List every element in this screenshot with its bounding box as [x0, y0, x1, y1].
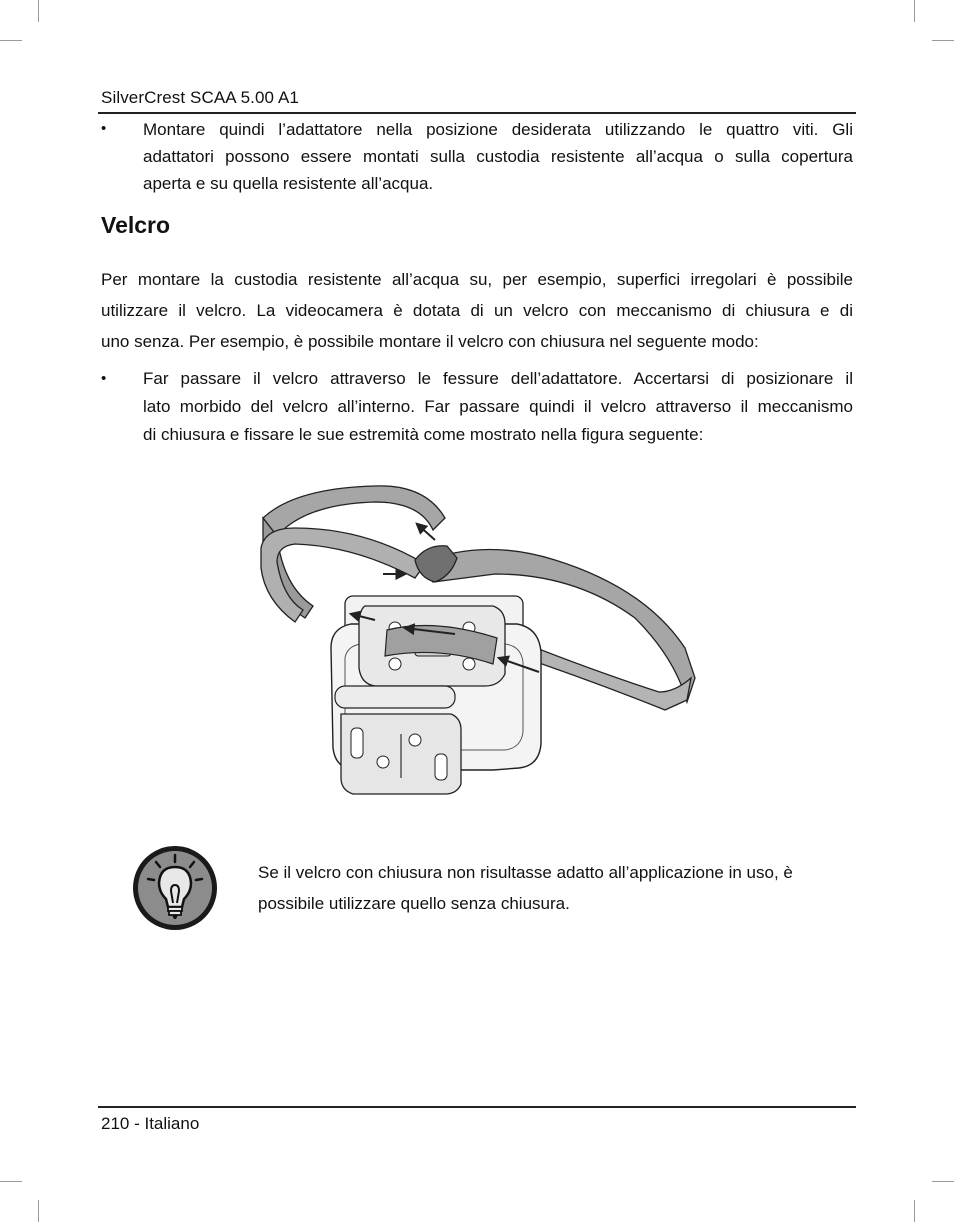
text-line: aperta e su quella resistente all’acqua.: [143, 174, 434, 193]
text-line: utilizzare il velcro. La videocamera è dotata di un velcro con meccanismo di chiusura e di: [101, 301, 853, 320]
text-line: lato morbido del velcro all’interno. Far passare quindi il velcro attraverso il meccanismo: [143, 397, 853, 416]
crop-mark: [914, 1200, 915, 1222]
crop-mark: [932, 40, 954, 41]
crop-mark: [38, 0, 39, 22]
crop-mark: [932, 1181, 954, 1182]
text-line: Far passare il velcro attraverso le fessure dell’adattatore. Accertarsi di posizionare il: [143, 369, 853, 388]
crop-mark: [0, 40, 22, 41]
crop-mark: [38, 1200, 39, 1222]
text-line: possibile utilizzare quello senza chiusura.: [258, 894, 570, 913]
footer-rule: [98, 1106, 856, 1108]
velcro-strap-on-camera-housing-illustration: [255, 478, 700, 800]
text-line: uno senza. Per esempio, è possibile montare il velcro con chiusura nel seguente modo:: [101, 332, 759, 351]
crop-mark: [0, 1181, 22, 1182]
section-heading: Velcro: [101, 212, 171, 238]
intro-bullet-text: [143, 116, 853, 197]
text-line: di chiusura e fissare le sue estremità come mostrato nella figura seguente:: [143, 425, 704, 444]
step-bullet-text: [143, 365, 853, 449]
text-line: Se il velcro con chiusura non risultasse adatto all’applicazione in uso, è: [258, 863, 793, 882]
tip-text: [258, 857, 858, 919]
bullet-marker: •: [101, 370, 107, 387]
body-paragraph: [101, 264, 853, 357]
header-rule: [98, 112, 856, 114]
lightbulb-icon: [132, 845, 218, 931]
bullet-marker: •: [101, 120, 107, 137]
page-number: 210 - Italiano: [101, 1114, 200, 1133]
text-line: adattatori possono essere montati sulla custodia resistente all’acqua o sulla copertura: [143, 147, 853, 166]
text-line: Montare quindi l’adattatore nella posizione desiderata utilizzando le quattro viti. Gli: [143, 120, 853, 139]
text-line: Per montare la custodia resistente all’acqua su, per esempio, superfici irregolari è possibile: [101, 270, 853, 289]
crop-mark: [914, 0, 915, 22]
running-header: SilverCrest SCAA 5.00 A1: [101, 88, 299, 107]
